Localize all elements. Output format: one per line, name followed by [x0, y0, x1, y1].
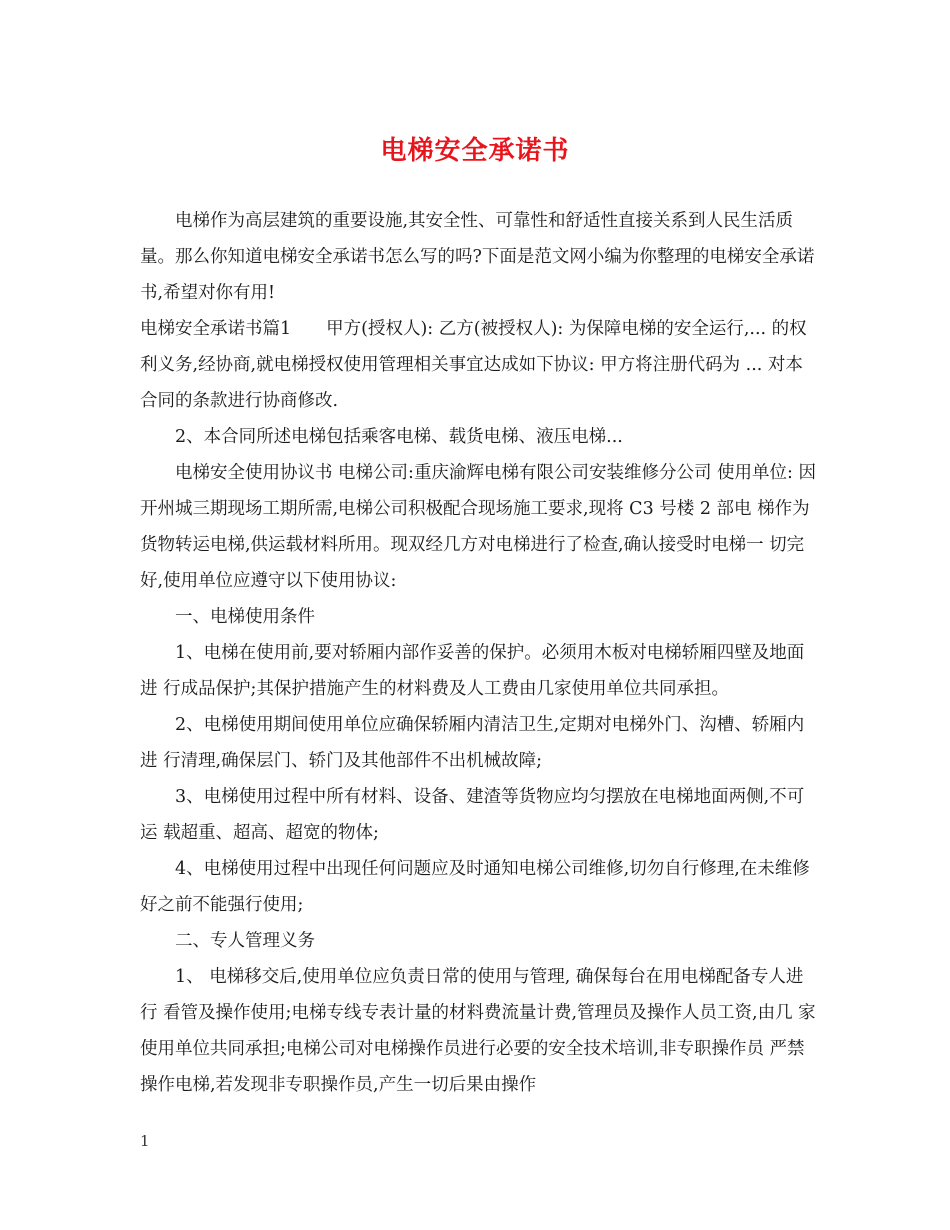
usage-condition-item-2: 2、电梯使用期间使用单位应确保轿厢内清洁卫生,定期对电梯外门、沟槽、轿厢内进 行清理,确保层门、轿门及其他部件不出机械故障; — [140, 715, 805, 771]
section-heading-usage-conditions: 一、电梯使用条件 — [175, 607, 315, 627]
usage-condition-item-4: 4、电梯使用过程中出现任何问题应及时通知电梯公司维修,切勿自行修理,在未维修 好之前不能强行使用; — [140, 859, 810, 915]
page-number: 1 — [140, 1132, 150, 1150]
article-summary-paragraph: 电梯安全承诺书篇1 甲方(授权人): 乙方(被授权人): 为保障电梯的安全运行,... 的权利义务,经协商,就电梯授权使用管理相关事宜达成如下协议: 甲方将注册代码为 ... 对本合同的条款进行协商修改. — [140, 319, 807, 411]
usage-condition-item-1: 1、电梯在使用前,要对轿厢内部作妥善的保护。必须用木板对电梯轿厢四壁及地面进 行成品保护;其保护措施产生的材料费及人工费由几家使用单位共同承担。 — [140, 643, 805, 699]
intro-paragraph: 电梯作为高层建筑的重要设施,其安全性、可靠性和舒适性直接关系到人民生活质量。那么你知道电梯安全承诺书怎么写的吗?下面是范文网小编为你整理的电梯安全承诺书,希望对你有用! — [140, 211, 815, 303]
usage-condition-item-3: 3、电梯使用过程中所有材料、设备、建渣等货物应均匀摆放在电梯地面两侧,不可运 载超重、超高、超宽的物体; — [140, 787, 805, 843]
scope-paragraph: 2、本合同所述电梯包括乘客电梯、载货电梯、液压电梯... — [175, 427, 623, 447]
document-body — [140, 203, 820, 1103]
agreement-intro-paragraph: 电梯安全使用协议书 电梯公司:重庆渝辉电梯有限公司安装维修分公司 使用单位: 因开州城三期现场工期所需,电梯公司积极配合现场施工要求,现将 C3 号楼 2 部电 梯作为货物转运电梯,供运载材料所用。现双经几方对电梯进行了检查,确认接受时电梯一 切完好,使用单位应遵守以下使用协议: — [140, 463, 816, 591]
page-title: 电梯安全承诺书 — [380, 136, 570, 166]
management-duty-item-1: 1、 电梯移交后,使用单位应负责日常的使用与管理, 确保每台在用电梯配备专人进行 看管及操作使用;电梯专线专表计量的材料费流量计费,管理员及操作人员工资,由几 家使用单位共同承担;电梯公司对电梯操作员进行必要的安全技术培训,非专职操作员 严禁操作电梯,若发现非专职操作员,产生一切后果由操作 — [140, 967, 816, 1095]
section-heading-management-duties: 二、专人管理义务 — [175, 931, 315, 951]
